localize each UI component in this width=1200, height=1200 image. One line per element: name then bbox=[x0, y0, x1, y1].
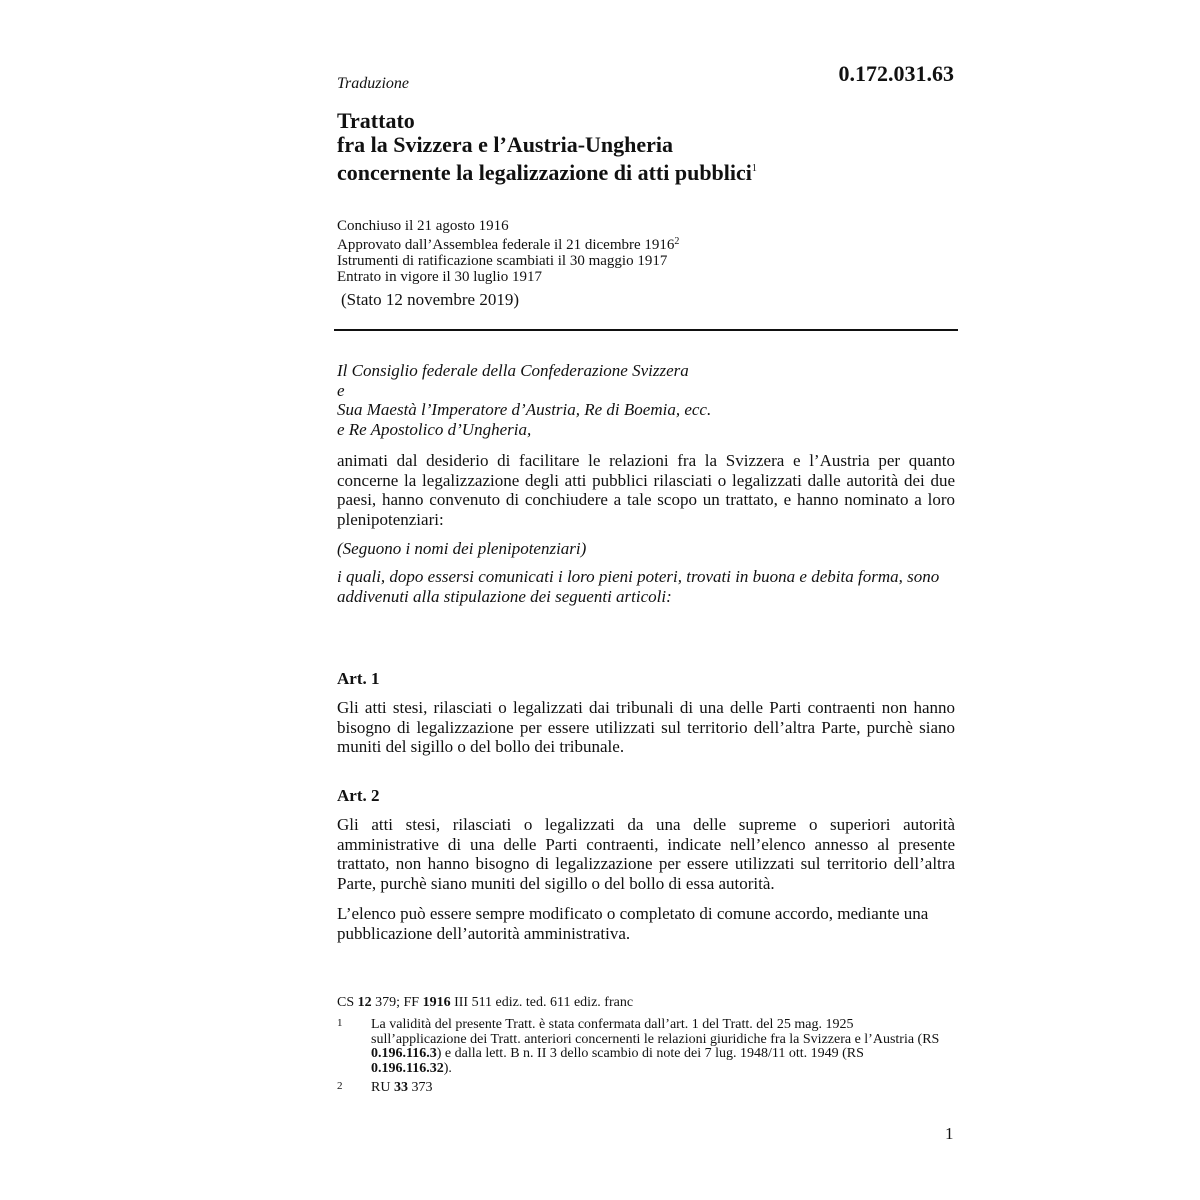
footnote-1-text-c: ). bbox=[443, 1060, 452, 1076]
document-title bbox=[337, 109, 757, 185]
title-line-3-text: concernente la legalizzazione di atti pubblici bbox=[337, 160, 752, 185]
source-cs: CS bbox=[337, 995, 355, 1010]
footnote-2-ru-page: 373 bbox=[411, 1080, 433, 1095]
meta-in-force: Entrato in vigore il 30 luglio 1917 bbox=[337, 269, 542, 285]
footnote-source bbox=[337, 995, 633, 1011]
footnote-1-rs-link-1[interactable]: 0.196.116.3 bbox=[371, 1046, 437, 1061]
page-number: 1 bbox=[945, 1124, 954, 1143]
preamble-paragraph-1: animati dal desiderio di facilitare le relazioni fra la Svizzera e l’Austria per quanto concerne la legalizzazione degli atti pubblici rilasciati o legalizzati dalle autorità dei due paesi, hanno convenuto di conchiudere a tale scopo un trattato, e hanno nominato a loro plenipotenziari: bbox=[337, 451, 955, 529]
article-1-paragraph: Gli atti stesi, rilasciati o legalizzati dai tribunali di una delle Parti contraenti non hanno bisogno di legalizzazione per essere utilizzati sul territorio dell’altra Parte, purchè siano muniti del sigillo o del bollo dei tribunale. bbox=[337, 698, 955, 756]
title-line-1: Trattato bbox=[337, 108, 415, 133]
meta-concluded: Conchiuso il 21 agosto 1916 bbox=[337, 218, 509, 234]
treaty-metadata bbox=[337, 218, 679, 285]
source-rest: III 511 ediz. ted. 611 ediz. franc bbox=[454, 995, 634, 1010]
meta-ratification: Istrumenti di ratificazione scambiati il 30 maggio 1917 bbox=[337, 253, 668, 269]
preamble-parties bbox=[337, 361, 955, 439]
footnote-1 bbox=[337, 1018, 947, 1076]
title-line-3 bbox=[337, 157, 757, 185]
preamble-paragraph-2: (Seguono i nomi dei plenipotenziari) bbox=[337, 539, 587, 558]
preamble-line-2: e bbox=[337, 380, 345, 400]
meta-approved-text: Approvato dall’Assemblea federale il 21 dicembre 1916 bbox=[337, 237, 675, 253]
article-2-paragraph-1: Gli atti stesi, rilasciati o legalizzati da una delle supreme o superiori autorità amministrative di una delle Parti contraenti, indicate nell’elenco annesso al presente trattato, non hanno bisogno di legalizzazione per essere utilizzati sul territorio dell’altra Parte, purchè siano muniti del sigillo o del bollo di essa autorità. bbox=[337, 815, 955, 893]
title-line-2: fra la Svizzera e l’Austria-Ungheria bbox=[337, 132, 674, 157]
footnote-2-text bbox=[371, 1081, 947, 1096]
status-date: (Stato 12 novembre 2019) bbox=[341, 290, 519, 309]
article-2-paragraph-2: L’elenco può essere sempre modificato o completato di comune accordo, mediante una pubblicazione dell’autorità amministrativa. bbox=[337, 904, 929, 943]
article-2-heading: Art. 2 bbox=[337, 786, 380, 805]
footnote-2-number: 2 bbox=[337, 1080, 343, 1092]
footnote-1-text bbox=[371, 1018, 947, 1076]
meta-approved bbox=[337, 234, 679, 253]
translation-label: Traduzione bbox=[337, 75, 410, 92]
sr-number: 0.172.031.63 bbox=[838, 61, 954, 86]
footnote-ref-1[interactable]: 1 bbox=[751, 163, 757, 174]
preamble-line-4: e Re Apostolico d’Ungheria, bbox=[337, 419, 532, 439]
article-1-heading: Art. 1 bbox=[337, 669, 380, 688]
source-cs-vol: 12 bbox=[357, 995, 372, 1010]
footnote-1-text-a: La validità del presente Tratt. è stata confermata dall’art. 1 del Tratt. del 25 mag. 1925 sull’applicazione dei Tratt. anteriori concernenti le relazioni giuridiche fra la Svizzera e l’Austria (RS bbox=[371, 1017, 940, 1047]
footnote-2-ru-vol: 33 bbox=[393, 1080, 408, 1095]
source-ff-year: 1916 bbox=[422, 995, 451, 1010]
footnote-1-text-b: ) e dalla lett. B n. II 3 dello scambio di note dei 7 lug. 1948/11 ott. 1949 (RS bbox=[436, 1046, 864, 1061]
preamble-line-3: Sua Maestà l’Imperatore d’Austria, Re di Boemia, ecc. bbox=[337, 400, 712, 419]
footnote-1-number: 1 bbox=[337, 1017, 343, 1029]
header-divider bbox=[334, 329, 958, 331]
source-cs-page: 379; FF bbox=[375, 995, 420, 1010]
footnote-ref-2[interactable]: 2 bbox=[674, 236, 680, 247]
footnote-2 bbox=[337, 1081, 947, 1096]
preamble-line-1: Il Consiglio federale della Confederazione Svizzera bbox=[337, 361, 689, 380]
preamble-paragraph-3: i quali, dopo essersi comunicati i loro pieni poteri, trovati in buona e debita forma, sono addivenuti alla stipulazione dei seguenti articoli: bbox=[337, 567, 940, 606]
footnote-1-rs-link-2[interactable]: 0.196.116.32 bbox=[371, 1060, 444, 1076]
footnote-2-ru: RU bbox=[371, 1080, 391, 1095]
